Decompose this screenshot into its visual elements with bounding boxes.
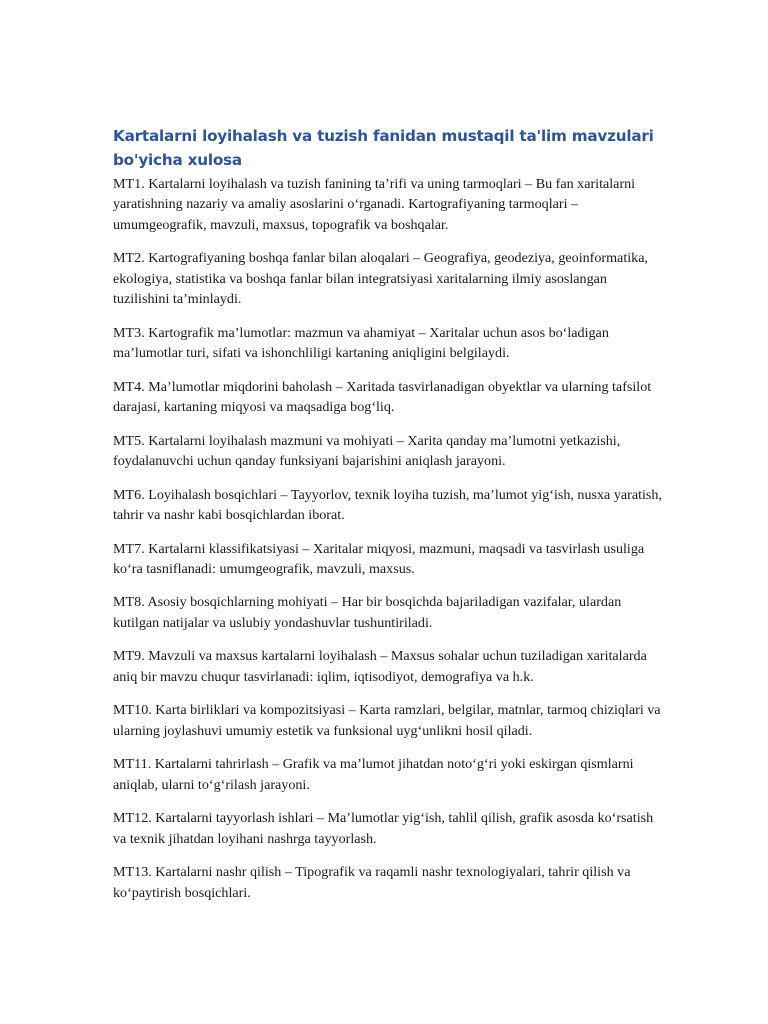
paragraph-mt10: MT10. Karta birliklari va kompozitsiyasi – Karta ramzlari, belgilar, matnlar, tarmoq chiziqlari va ularning joylashuvi umumiy estetik va funksional uyg‘unlikni hosil qiladi. — [113, 702, 661, 739]
paragraph-mt13: MT13. Kartalarni nashr qilish – Tipografik va raqamli nashr texnologiyalari, tahrir qilish va ko‘paytirish bosqichlari. — [113, 864, 631, 901]
paragraph-mt1: MT1. Kartalarni loyihalash va tuzish fanining ta’rifi va uning tarmoqlari – Bu fan xaritalarni yaratishning nazariy va amaliy asoslarini o‘rganadi. Kartografiyaning tarmoqlari – umumgeografik, mavzuli, maxsus, topografik va boshqalar. — [113, 176, 636, 233]
paragraph-mt9: MT9. Mavzuli va maxsus kartalarni loyihalash – Maxsus sohalar uchun tuziladigan xaritalarda aniq bir mavzu chuqur tasvirlanadi: iqlim, iqtisodiyot, demografiya va h.k. — [113, 648, 647, 685]
paragraph-mt2: MT2. Kartografiyaning boshqa fanlar bilan aloqalari – Geografiya, geodeziya, geoinformatika, ekologiya, statistika va boshqa fanlar bilan integratsiyasi xaritalarning ilmiy asoslangan tuzilishini ta’minlaydi. — [113, 250, 648, 307]
paragraph-mt4: MT4. Ma’lumotlar miqdorini baholash – Xaritada tasvirlanadigan obyektlar va ularning tafsilot darajasi, kartaning miqyosi va maqsadiga bog‘liq. — [113, 378, 652, 415]
paragraph-mt3: MT3. Kartografik ma’lumotlar: mazmun va ahamiyat – Xaritalar uchun asos bo‘ladigan ma’lumotlar turi, sifati va ishonchliligi kartaning aniqligini belgilaydi. — [113, 324, 609, 361]
paragraph-mt6: MT6. Loyihalash bosqichlari – Tayyorlov, texnik loyiha tuzish, ma’lumot yig‘ish, nusxa yaratish, tahrir va nashr kabi bosqichlardan iborat. — [113, 486, 662, 523]
paragraph-mt7: MT7. Kartalarni klassifikatsiyasi – Xaritalar miqyosi, mazmuni, maqsadi va tasvirlash usuliga ko‘ra tasniflanadi: umumgeografik, mavzuli, maxsus. — [113, 540, 645, 577]
paragraph-mt5: MT5. Kartalarni loyihalash mazmuni va mohiyati – Xarita qanday ma’lumotni yetkazishi, foydalanuvchi uchun qanday funksiyani bajarishini aniqlash jarayoni. — [113, 432, 621, 469]
paragraph-mt12: MT12. Kartalarni tayyorlash ishlari – Ma’lumotlar yig‘ish, tahlil qilish, grafik asosda ko‘rsatish va texnik jihatdan loyihani nashrga tayyorlash. — [113, 810, 654, 847]
paragraph-mt8: MT8. Asosiy bosqichlarning mohiyati – Har bir bosqichda bajariladigan vazifalar, ulardan kutilgan natijalar va uslubiy yondashuvlar tushuntiriladi. — [113, 594, 622, 631]
paragraph-mt11: MT11. Kartalarni tahrirlash – Grafik va ma’lumot jihatdan noto‘g‘ri yoki eskirgan qismlarni aniqlab, ularni to‘g‘rilash jarayoni. — [113, 756, 634, 793]
document-title: Kartalarni loyihalash va tuzish fanidan mustaqil ta'lim mavzulari bo'yicha xulosa — [113, 127, 654, 169]
document-content — [113, 124, 663, 916]
